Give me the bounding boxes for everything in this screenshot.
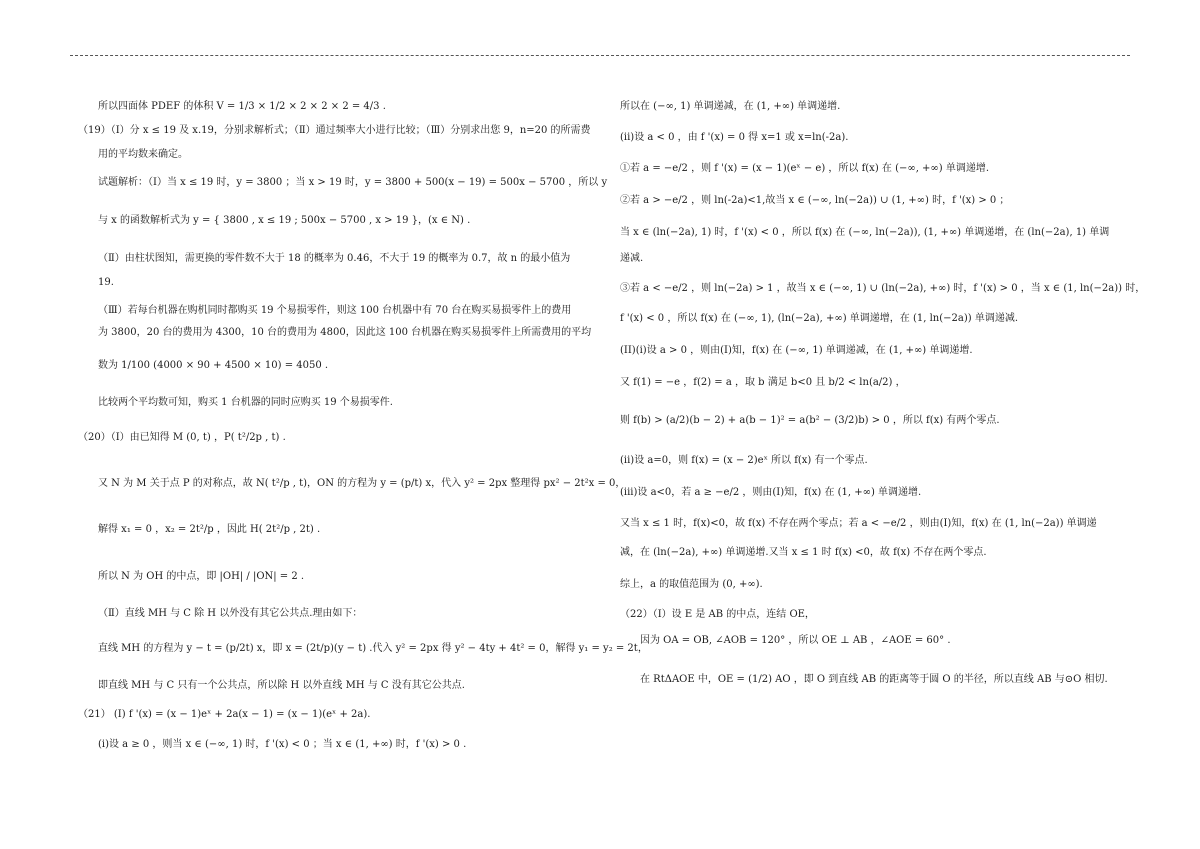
text-line: (II)(i)设 a > 0 ，则由(I)知，f(x) 在 (−∞, 1) 单调递减，在 (1, +∞) 单调递增. [620,345,973,356]
text-line: 所以 N 为 OH 的中点，即 |OH| / |ON| = 2 . [98,571,305,582]
text-line: 用的平均数来确定。 [98,149,188,160]
text-line: 因为 OA = OB, ∠AOB = 120° ，所以 OE ⊥ AB ，∠AOE = 60° . [640,635,951,646]
text-line: 试题解析：（Ⅰ）当 x ≤ 19 时，y = 3800 ；当 x > 19 时，y = 3800 + 500(x − 19) = 500x − 5700 ，所以 y [98,177,608,188]
text-line: （Ⅱ）直线 MH 与 C 除 H 以外没有其它公共点.理由如下： [98,608,363,619]
text-line: (ii)设 a=0，则 f(x) = (x − 2)eˣ 所以 f(x) 有一个零点. [620,455,868,466]
text-line: 则 f(b) > (a/2)(b − 2) + a(b − 1)² = a(b² − (3/2)b) > 0 ，所以 f(x) 有两个零点. [620,415,1000,426]
text-line: 为 3800，20 台的费用为 4300，10 台的费用为 4800，因此这 100 台机器在购买易损零件上所需费用的平均 [98,327,592,338]
text-line: ③若 a < −e/2 ，则 ln(−2a) > 1 ，故当 x ∈ (−∞, 1) ∪ (ln(−2a), +∞) 时，f '(x) > 0 ，当 x ∈ (1, ln(−2a)) 时， [620,283,1146,294]
text-line: 即直线 MH 与 C 只有一个公共点，所以除 H 以外直线 MH 与 C 没有其它公共点. [98,680,465,691]
text-line: 又当 x ≤ 1 时，f(x)<0，故 f(x) 不存在两个零点；若 a < −e/2 ，则由(I)知，f(x) 在 (1, ln(−2a)) 单调递 [620,518,1097,529]
text-line: ①若 a = −e/2 ，则 f '(x) = (x − 1)(eˣ − e) ，所以 f(x) 在 (−∞, +∞) 单调递增. [620,163,990,174]
text-line: 综上，a 的取值范围为 (0, +∞). [620,579,763,590]
text-line: 又 N 为 M 关于点 P 的对称点，故 N( t²/p , t)，ON 的方程为 y = (p/t) x，代入 y² = 2px 整理得 px² − 2t²x = 0， [98,478,626,489]
text-line: （19）（Ⅰ）分 x ≤ 19 及 x.19，分别求解析式；（Ⅱ）通过频率大小进行比较；（Ⅲ）分别求出您 9，n=20 的所需费 [78,125,591,136]
text-line: 在 RtΔAOE 中，OE = (1/2) AO ，即 O 到直线 AB 的距离等于圆 O 的半径，所以直线 AB 与⊙O 相切. [640,674,1108,685]
text-line: 所以在 (−∞, 1) 单调递减，在 (1, +∞) 单调递增. [620,101,841,112]
text-line: （Ⅱ）由柱状图知，需更换的零件数不大于 18 的概率为 0.46，不大于 19 的概率为 0.7，故 n 的最小值为 [98,253,571,264]
text-line: 减，在 (ln(−2a), +∞) 单调递增.又当 x ≤ 1 时 f(x) <0，故 f(x) 不存在两个零点. [620,547,987,558]
page-top-rule [70,55,1130,56]
text-line: （22）（Ⅰ）设 E 是 AB 的中点，连结 OE， [620,609,815,620]
text-line: 解得 x₁ = 0 ，x₂ = 2t²/p ，因此 H( 2t²/p , 2t) . [98,524,321,535]
text-line: (ii)设 a < 0 ，由 f '(x) = 0 得 x=1 或 x=ln(-2a). [620,132,849,143]
text-line: (iii)设 a<0，若 a ≥ −e/2 ，则由(I)知，f(x) 在 (1, +∞) 单调递增. [620,487,922,498]
text-line: 与 x 的函数解析式为 y = { 3800 , x ≤ 19 ; 500x − 5700 , x > 19 }，(x ∈ N) . [98,215,471,226]
text-line: 递减. [620,253,644,264]
text-line: f '(x) < 0 ，所以 f(x) 在 (−∞, 1), (ln(−2a), +∞) 单调递增，在 (1, ln(−2a)) 单调递减. [620,313,1019,324]
text-line: （Ⅲ）若每台机器在购机同时都购买 19 个易损零件，则这 100 台机器中有 70 台在购买易损零件上的费用 [98,305,572,316]
text-line: 又 f(1) = −e ，f(2) = a ，取 b 满足 b<0 且 b/2 < ln(a/2) ， [620,377,906,388]
text-line: 19. [98,277,114,288]
text-line: 直线 MH 的方程为 y − t = (p/2t) x，即 x = (2t/p)(y − t) .代入 y² = 2px 得 y² − 4ty + 4t² = 0，解得 y₁ = y₂ = 2t， [98,643,648,654]
text-line: 所以四面体 PDEF 的体积 V = 1/3 × 1/2 × 2 × 2 × 2 = 4/3 . [98,101,386,112]
text-line: ②若 a > −e/2 ，则 ln(-2a)<1,故当 x ∈ (−∞, ln(−2a)) ∪ (1, +∞) 时，f '(x) > 0 ； [620,195,1010,206]
text-line: （20）（Ⅰ）由已知得 M (0, t) ，P( t²/2p , t) . [78,432,286,443]
text-line: 当 x ∈ (ln(−2a), 1) 时，f '(x) < 0 ，所以 f(x) 在 (−∞, ln(−2a)), (1, +∞) 单调递增，在 (ln(−2a), 1) 单调 [620,227,1110,238]
text-line: （21） (I) f '(x) = (x − 1)eˣ + 2a(x − 1) = (x − 1)(eˣ + 2a). [78,709,371,720]
text-line: 比较两个平均数可知，购买 1 台机器的同时应购买 19 个易损零件. [98,397,393,408]
text-line: (i)设 a ≥ 0 ，则当 x ∈ (−∞, 1) 时，f '(x) < 0 ；当 x ∈ (1, +∞) 时，f '(x) > 0 . [98,739,467,750]
text-line: 数为 1/100 (4000 × 90 + 4500 × 10) = 4050 . [98,360,329,371]
